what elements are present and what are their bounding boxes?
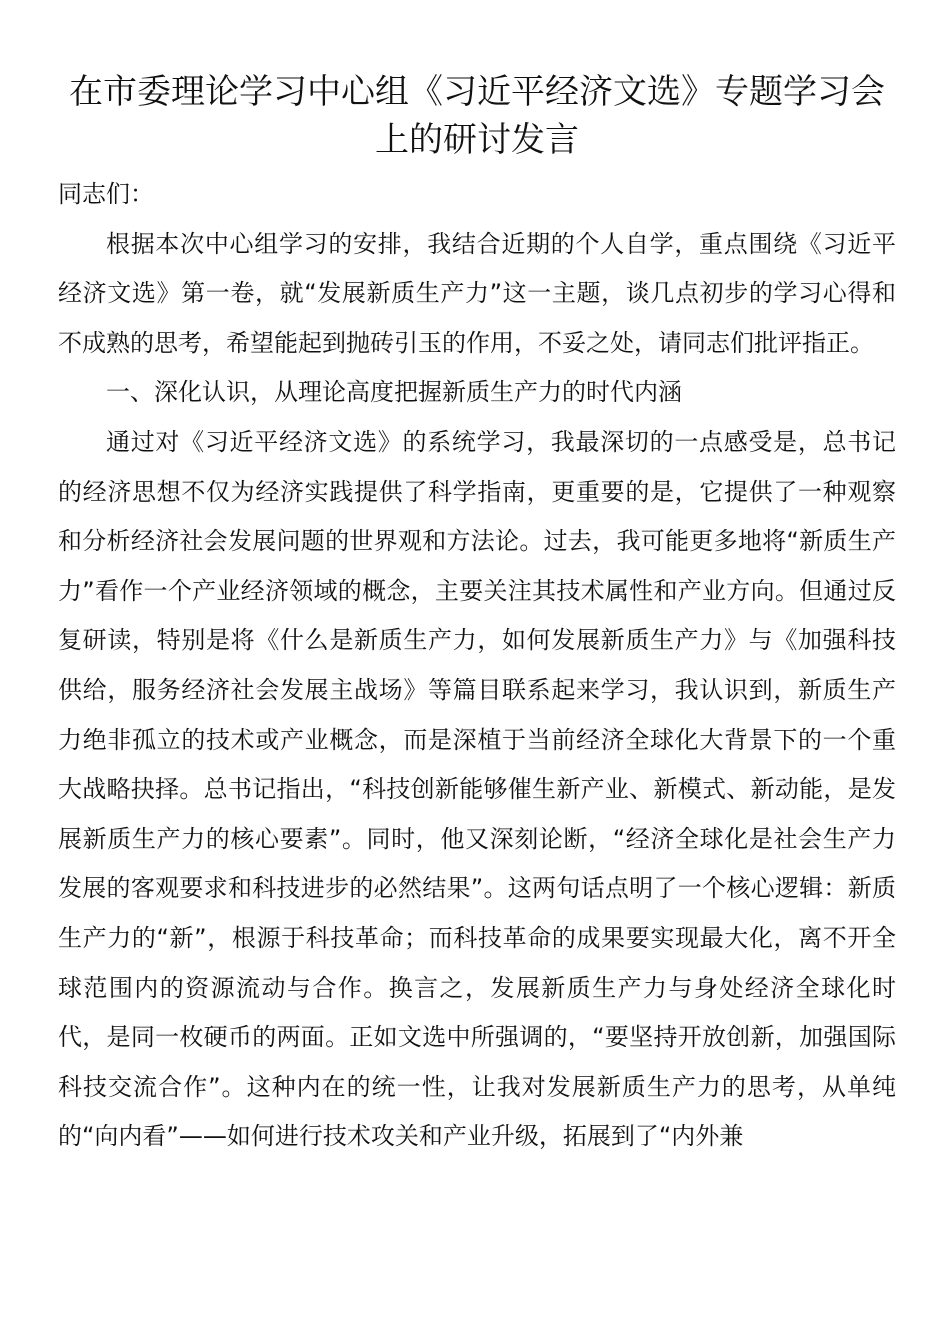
document-title: 在市委理论学习中心组《习近平经济文选》专题学习会上的研讨发言: [69, 72, 885, 160]
section-heading: 一、深化认识，从理论高度把握新质生产力的时代内涵: [106, 378, 682, 407]
salutation: 同志们：: [58, 180, 154, 208]
body-paragraph: 通过对《习近平经济文选》的系统学习，我最深切的一点感受是，总书记的经济思想不仅为经济实践提供了科学指南，更重要的是，它提供了一种观察和分析经济社会发展问题的世界观和方法论。过去，我可能更多地将“新质生产力”看作一个产业经济领域的概念，主要关注其技术属性和产业方向。但通过反复研读，特别是将《什么是新质生产力，如何发展新质生产力》与《加强科技供给，服务经济社会发展主战场》等篇目联系起来学习，我认识到，新质生产力绝非孤立的技术或产业概念，而是深植于当前经济全球化大背景下的一个重大战略抉择。总书记指出，“科技创新能够催生新产业、新模式、新动能，是发展新质生产力的核心要素”。同时，他又深刻论断，“经济全球化是社会生产力发展的客观要求和科技进步的必然结果”。这两句话点明了一个核心逻辑：新质生产力的“新”，根源于科技革命；而科技革命的成果要实现最大化，离不开全球范围内的资源流动与合作。换言之，发展新质生产力与身处经济全球化时代，是同一枚硬币的两面。正如文选中所强调的，“要坚持开放创新，加强国际科技交流合作”。这种内在的统一性，让我对发展新质生产力的思考，从单纯的“向内看”——如何进行技术攻关和产业升级，拓展到了“内外兼: [58, 427, 896, 1151]
document-page: [58, 68, 896, 1162]
intro-paragraph: 根据本次中心组学习的安排，我结合近期的个人自学，重点围绕《习近平经济文选》第一卷，就“发展新质生产力”这一主题，谈几点初步的学习心得和不成熟的思考，希望能起到抛砖引玉的作用，不妥之处，请同志们批评指正。: [58, 229, 896, 357]
